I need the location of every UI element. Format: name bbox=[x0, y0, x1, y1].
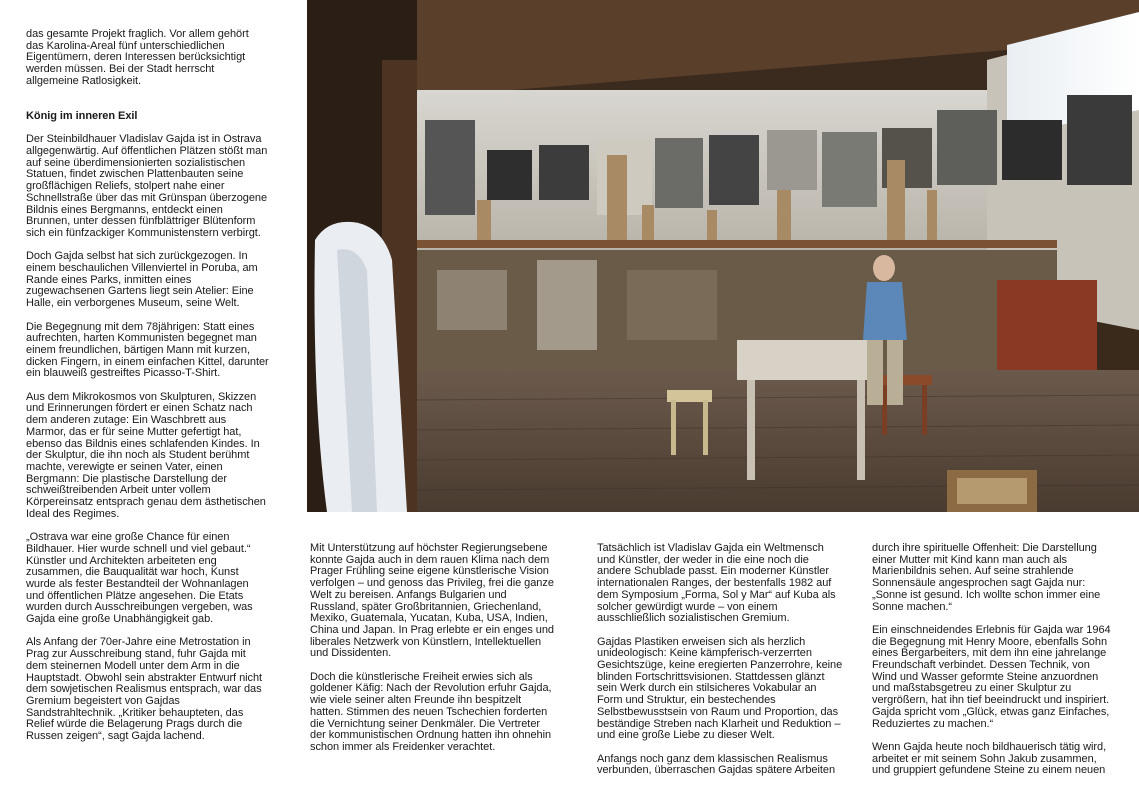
text-column-3 bbox=[597, 543, 844, 789]
paragraph: „Ostrava war eine große Chance für einen Bildhauer. Hier wurde schnell und viel gebaut.“ Künstler und Architekten arbeiteten eng zusammen, die Bauqualität war hoch, Kunst wurde als fester Bestandteil der Wohnanlagen und öffentlichen Plätze angesehen. Die Etats wurden durch Ausschreibungen vergeben, was Gajda eine große Unabhängigkeit gab. bbox=[26, 531, 253, 626]
paragraph: Die Begegnung mit dem 78jährigen: Statt eines aufrechten, harten Kommunisten begegnet man einem freundlichen, bärtigen Mann mit kurzen, dicken Fingern, in einem einfachen Kittel, darunter ein blauweiß gestreiftes Picasso-T-Shirt. bbox=[26, 320, 269, 380]
paragraph: Doch die künstlerische Freiheit erwies sich als goldener Käfig: Nach der Revolution erfuhr Gajda, wie viele seiner alten Freunde ihn bespitzelt hatten. Stimmen des neuen Tschechien forderten die Vernichtung seiner Denkmäler. Die Vertreter der kommunistischen Ordnung hatten ihn ohnehin schon immer als Freidenker verachtet. bbox=[310, 670, 552, 753]
paragraph: Aus dem Mikrokosmos von Skulpturen, Skizzen und Erinnerungen fördert er einen Schatz nach dem anderen zutage: Ein Waschbrett aus Marmor, das er für seine Mutter gefertigt hat, ebenso das Bildnis eines schlafenden Kindes. In der Skulptur, die ihn noch als Student berühmt machte, verewigte er seinen Vater, einen Bergmann: Die plastische Darstellung der schweißtreibenden Arbeit unter vollem Körpereinsatz entsprach genau dem ästhetischen Ideal des Regimes. bbox=[26, 390, 266, 520]
paragraph: das gesamte Projekt fraglich. Vor allem gehört das Karolina-Areal fünf unterschiedlichen Eigentümern, deren Interessen berücksichtigt werden müssen. Bei der Stadt herrscht allgemeine Ratlosigkeit. bbox=[26, 28, 249, 87]
paragraph: Anfangs noch ganz dem klassischen Realismus verbunden, überraschen Gajdas spätere Arbeiten bbox=[597, 752, 836, 777]
section-heading: König im inneren Exil bbox=[26, 109, 138, 122]
paragraph: Tatsächlich ist Vladislav Gajda ein Weltmensch und Künstler, der weder in die eine noch die andere Schublade passt. Ein moderner Künstler internationalen Ranges, der bestenfalls 1982 auf dem Symposium „Forma, Sol y Mar“ auf Kuba als solcher gewürdigt wurde – von einem ausschließlich sozialistischen Gremium. bbox=[597, 542, 836, 625]
text-column-2 bbox=[310, 543, 555, 765]
paragraph: Der Steinbildhauer Vladislav Gajda ist in Ostrava allgegenwärtig. Auf öffentlichen Plätzen stößt man auf seine überdimensionierten sozialistischen Statuen, findet zwischen Plattenbauten seine großflächigen Reliefs, stolpert nahe einer Schnellstraße über das mit Grünspan überzogene Bildnis eines Bergmanns, entdeckt einen Brunnen, unter dessen fünfblättriger Blütenform sich ein fünfzackiger Kommunistenstern verbirgt. bbox=[26, 133, 268, 239]
paragraph: Mit Unterstützung auf höchster Regierungsebene konnte Gajda auch in dem rauen Klima nach dem Prager Frühling seine eigene künstlerische Vision verfolgen – und genoss das Privileg, frei die ganze Welt zu bereisen. Anfangs Bulgarien und Russland, später Großbritannien, Griechenland, Mexiko, Guatemala, Yucatan, Kuba, USA, Indien, China und Japan. In Prag erlebte er ein enges und liberales Netzwerk von Künstlern, Intellektuellen und Dissidenten. bbox=[310, 542, 555, 660]
paragraph: Wenn Gajda heute noch bildhauerisch tätig wird, arbeitet er mit seinem Sohn Jakub zusammen, und gruppiert gefundene Steine zu einem neuen bbox=[872, 740, 1107, 777]
paragraph: Gajdas Plastiken erweisen sich als herzlich unideologisch: Keine kämpferisch-verzerrten Gesichtszüge, keine eregierten Panzerrohre, keine blinden Fortschrittsvisionen. Stattdessen glänzt sein Werk durch ein stilsicheres Vokabular an Form und Struktur, ein bestechendes Selbstbewusstsein von Raum und Proportion, das beständige Streben nach Klarheit und Reduktion – und eine große Liebe zu dieser Welt. bbox=[597, 635, 843, 742]
paragraph: Ein einschneidendes Erlebnis für Gajda war 1964 die Begegnung mit Henry Moore, ebenfalls Sohn eines Bergarbeiters, mit dem ihn eine jahrelange Freundschaft verbindet. Dessen Technik, von Wind und Wasser geformte Steine anzuordnen und maßstabsgetreu zu einer Skulptur zu vergrößern, hat ihn tief beeindruckt und inspiriert. Gajda spricht vom „Glück, etwas ganz Einfaches, Reduziertes zu machen.“ bbox=[872, 623, 1111, 730]
text-column-1 bbox=[26, 29, 269, 754]
atelier-photo bbox=[307, 0, 1139, 512]
paragraph: Doch Gajda selbst hat sich zurückgezogen. In einem beschaulichen Villenviertel in Poruba, am Rande eines Parks, inmitten eines zugewachsenen Gartens liegt sein Atelier: Eine Halle, ein verborgenes Museum, seine Welt. bbox=[26, 250, 258, 310]
paragraph: durch ihre spirituelle Offenheit: Die Darstellung einer Mutter mit Kind kann man auch als Marienbildnis sehen. Auf seine strahlende Sonnensäule angesprochen sagt Gajda nur: „Sonne ist gesund. Ich wollte schon immer eine Sonne machen.“ bbox=[872, 542, 1101, 613]
paragraph: Als Anfang der 70er-Jahre eine Metrostation in Prag zur Ausschreibung stand, fuhr Gajda mit dem steinernen Modell unter dem Arm in die Hauptstadt. Obwohl sein abstrakter Entwurf nicht dem sowjetischen Realismus entsprach, war das Gremium begeistert von Gajdas Sandstrahltechnik. „Kritiker behaupteten, das Relief würde die Belagerung Prags durch die Russen zeigen“, sagt Gajda lachend. bbox=[26, 636, 263, 743]
text-column-4 bbox=[872, 543, 1116, 789]
atelier-photo-icon bbox=[307, 0, 1139, 512]
